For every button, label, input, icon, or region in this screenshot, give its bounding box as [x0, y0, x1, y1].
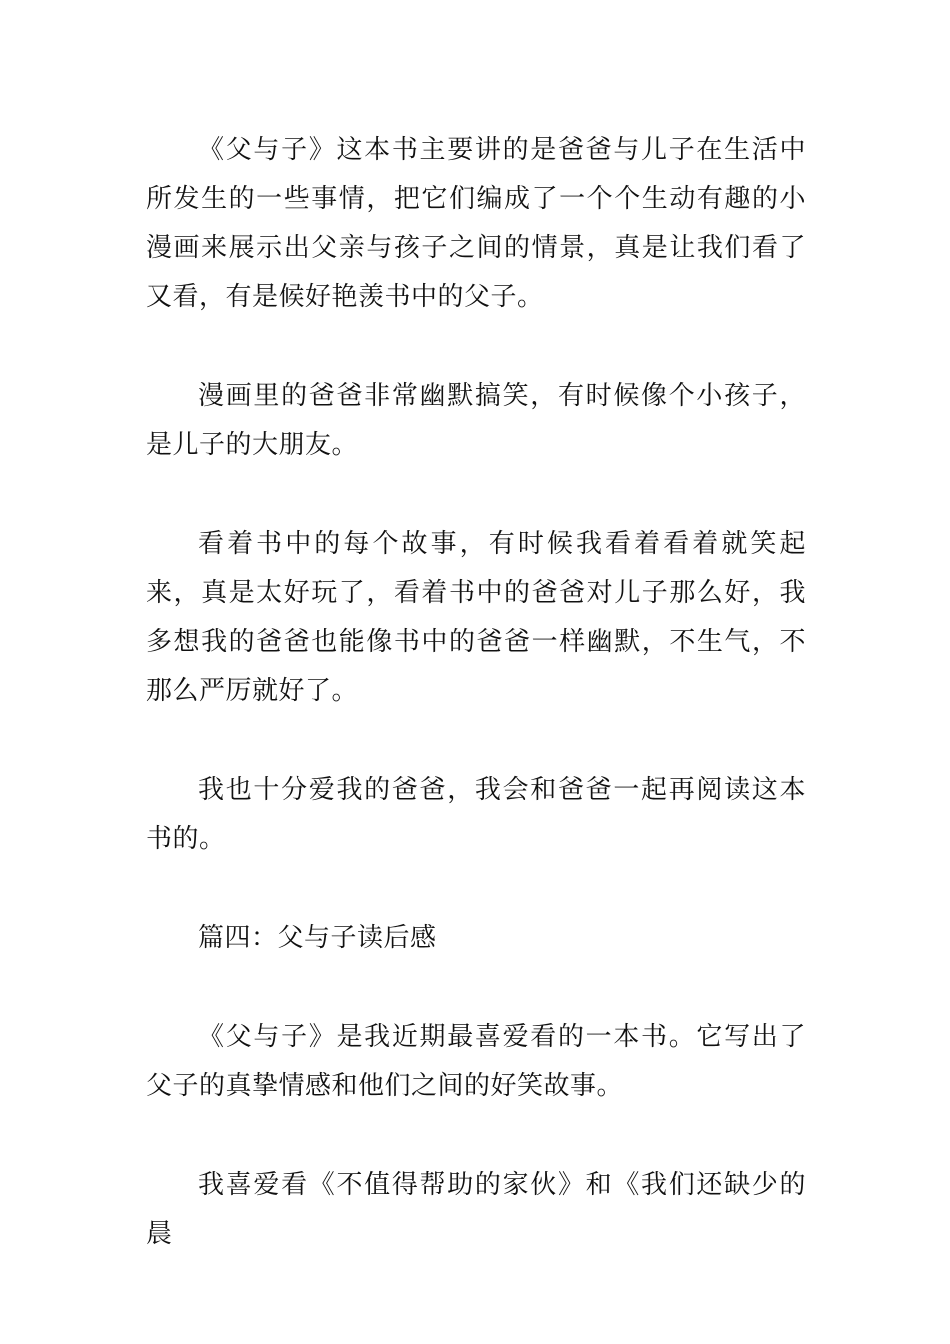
paragraph-gap: [146, 963, 806, 1013]
paragraph-stories: 看着书中的每个故事，有时候我看着看着就笑起来，真是太好玩了，看着书中的爸爸对儿子那么好，我多想我的爸爸也能像书中的爸爸一样幽默，不生气，不那么严厉就好了。: [146, 529, 806, 706]
paragraph-gap: [146, 864, 806, 914]
paragraph-gap: [146, 322, 806, 372]
paragraph-favorite: 《父与子》是我近期最喜爱看的一本书。它写出了父子的真挚情感和他们之间的好笑故事。: [146, 1022, 806, 1101]
document-body: [146, 126, 806, 1259]
paragraph-intro: 《父与子》这本书主要讲的是爸爸与儿子在生活中所发生的一些事情，把它们编成了一个个生动有趣的小漫画来展示出父亲与孩子之间的情景，真是让我们看了又看，有是候好艳羡书中的父子。: [146, 135, 806, 312]
paragraph-titles: 我喜爱看《不值得帮助的家伙》和《我们还缺少的晨: [146, 1170, 806, 1249]
paragraph-gap: [146, 1111, 806, 1161]
paragraph-love: 我也十分爱我的爸爸，我会和爸爸一起再阅读这本书的。: [146, 775, 806, 854]
section-heading: 篇四：父与子读后感: [198, 923, 437, 953]
paragraph-humor: 漫画里的爸爸非常幽默搞笑，有时候像个小孩子，是儿子的大朋友。: [146, 381, 806, 460]
paragraph-gap: [146, 470, 806, 520]
paragraph-gap: [146, 716, 806, 766]
